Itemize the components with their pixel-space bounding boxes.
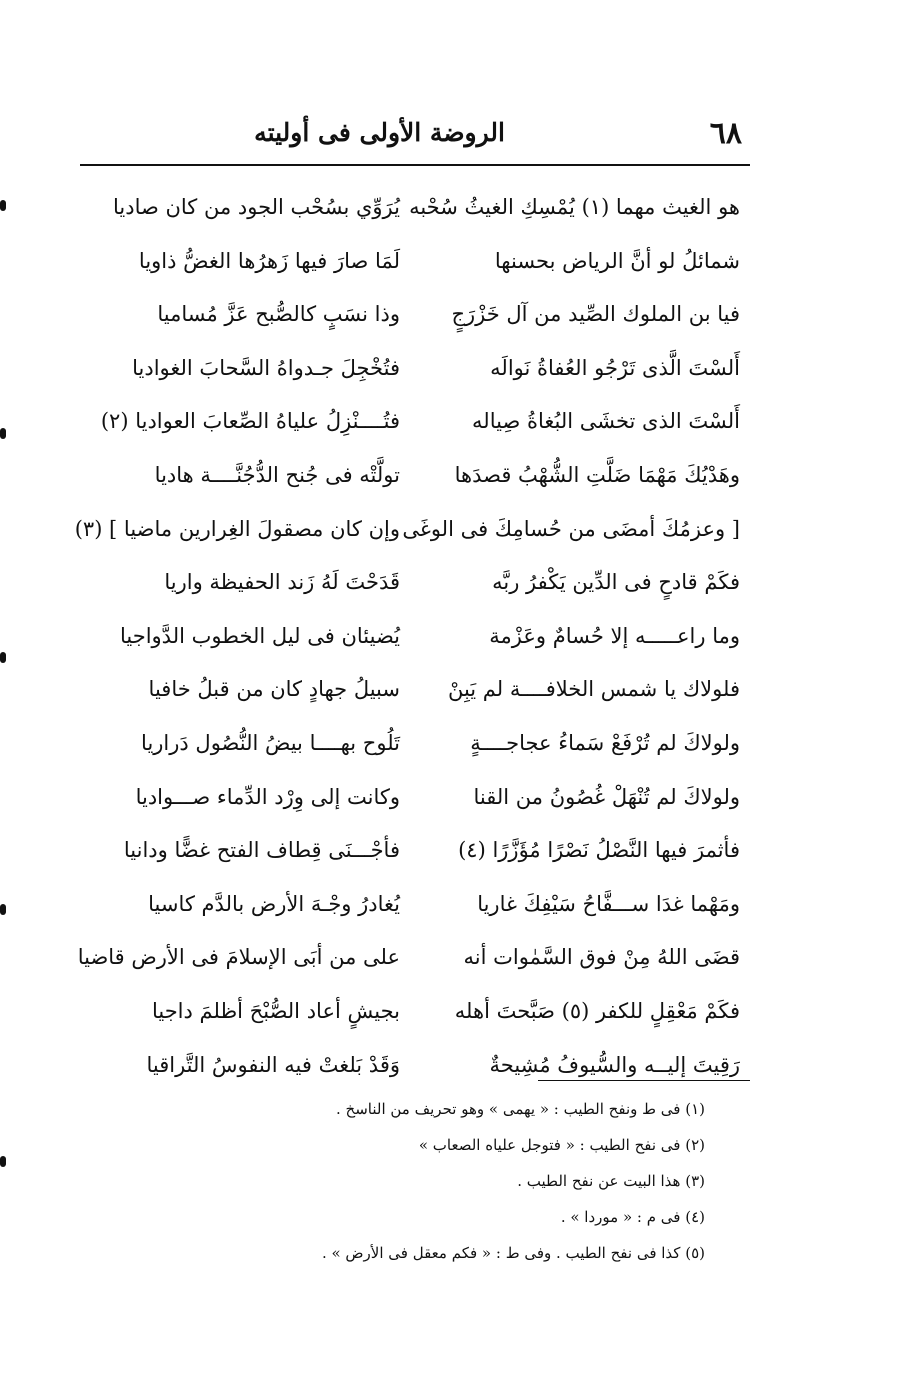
second-hemistich: فتُــــنْزِلُ علياهُ الصِّعابَ العواديا (٢) [100,409,400,434]
page-header [80,112,750,162]
first-hemistich: ولولاكَ لم تُنْهَلْ غُصُونُ من القنا [473,784,740,809]
verse [90,716,740,770]
second-hemistich: وإن كان مصقولَ الغِرارين ماضيا ] (٣) [74,516,400,541]
second-hemistich: وذا نسَبٍ كالصُّبح عَزَّ مُساميا [157,302,400,327]
first-hemistich: شمائلُ لو أنَّ الرياض بحسنها [494,248,740,273]
verse [77,930,740,984]
first-hemistich: وما راعـــــه إلا حُسامٌ وعَزْمة [489,623,740,648]
verse [90,555,740,609]
first-hemistich: فكَمْ قادحٍ فى الدِّين يَكْفرُ ربَّه [492,570,740,595]
scan-margin-mark [0,904,6,915]
first-hemistich: هو الغيث مهما (١) يُمْسِكِ الغيثُ سُحْبه [409,195,740,219]
footnote: (٥) كذا فى نفح الطيب . وفى ط : « فكم معقل فى الأرض » . [321,1244,705,1262]
second-hemistich: وَقَدْ بَلغتْ فيه النفوسُ التَّراقيا [146,1052,400,1077]
first-hemistich: [ وعزمُكَ أمضَى من حُسامِكَ فى الوغَى [402,516,740,541]
verse [74,502,740,556]
second-hemistich: سبيلُ جهادٍ كان من قبلُ خافيا [148,677,400,702]
second-hemistich: يُضيئان فى ليل الخطوب الدَّواجيا [119,623,400,648]
first-hemistich: ولولاكَ لم تُرْفَعْ سَماءُ عجاجــــةٍ [470,730,740,755]
second-hemistich: يُرَوِّي بسُحْب الجود من كان صاديا [112,195,400,219]
second-hemistich: يُغادرُ وجْـهَ الأرض بالدَّم كاسيا [148,891,400,916]
first-hemistich: وهَدْيُكَ مَهْمَا ضَلَّتِ الشُّهْبُ قصدَها [454,462,740,487]
first-hemistich: أَلسْتَ الَّذى تَرْجُو العُفاةُ نَوالَه [490,355,740,380]
footnotes [200,1098,705,1278]
verse [90,1038,740,1092]
verse [90,287,740,341]
scan-margin-mark [0,1156,6,1167]
verse [90,180,740,234]
first-hemistich: ومَهْما غدَا ســـفَّاحُ سَيْفِكَ غاريا [477,891,740,916]
verse [90,394,740,448]
second-hemistich: لَمَا صارَ فيها زَهرُها الغضُّ ذاويا [138,248,400,273]
verse [90,984,740,1038]
footnote: (٣) هذا البيت عن نفح الطيب . [517,1172,705,1190]
first-hemistich: قضَى اللهُ مِنْ فوق السَّمٰوات أنه [463,945,740,970]
second-hemistich: على من أبَى الإسلامَ فى الأرض قاضيا [77,945,400,970]
first-hemistich: فلولاك يا شمس الخلافــــة لم يَبِنْ [447,677,740,702]
running-head: الروضة الأولى فى أوليته [254,118,505,147]
first-hemistich: فكَمْ مَعْقِلٍ للكفر (٥) صَبَّحتَ أهله [454,998,740,1023]
verse [90,770,740,824]
footnote-rule [538,1080,750,1081]
verse [90,341,740,395]
verse [90,662,740,716]
footnote: (١) فى ط ونفح الطيب : « يهمى » وهو تحريف من الناسخ . [335,1100,705,1118]
second-hemistich: فأجْـــنَى قِطاف الفتح غضًّا ودانيا [123,838,400,863]
second-hemistich: بجيشٍ أعاد الصُّبْحَ أظلمَ داجيا [151,998,400,1023]
scan-margin-mark [0,200,6,211]
second-hemistich: تَلُوح بهــــا بيضُ النُّصُول دَراريا [141,730,400,755]
second-hemistich: تولَّتْه فى جُنح الدُّجُنَّــــة هاديا [154,462,400,487]
page-number: ٦٨ [709,116,742,151]
first-hemistich: فيا بن الملوك الصِّيد من آل خَزْرَجٍ [451,302,740,327]
second-hemistich: قَدَحْتَ لَهُ زَند الحفيظة واريا [164,570,400,595]
first-hemistich: رَقِيتَ إليــه والسُّيوفُ مُشِيحةٌ [489,1052,740,1077]
footnote: (٤) فى م : « موردا » . [560,1208,705,1226]
verse [90,877,740,931]
scan-margin-mark [0,428,6,439]
verse [90,448,740,502]
scan-margin-mark [0,652,6,663]
first-hemistich: فأثمرَ فيها النَّصْلُ نَصْرًا مُؤَزَّرًا (٤) [458,838,740,863]
second-hemistich: وكانت إلى وِرْد الدِّماء صـــواديا [135,784,400,809]
second-hemistich: فتُخْجِلَ جـدواهُ السَّحابَ الغواديا [132,355,400,380]
footnote: (٢) فى نفح الطيب : « فتوجل علياه الصعاب » [418,1136,705,1154]
verse [90,609,740,663]
poem [74,180,740,1091]
verse [90,823,740,877]
header-rule [80,164,750,166]
first-hemistich: أَلسْتَ الذى تخشَى البُغاةُ صِياله [472,409,740,434]
verse [90,234,740,288]
